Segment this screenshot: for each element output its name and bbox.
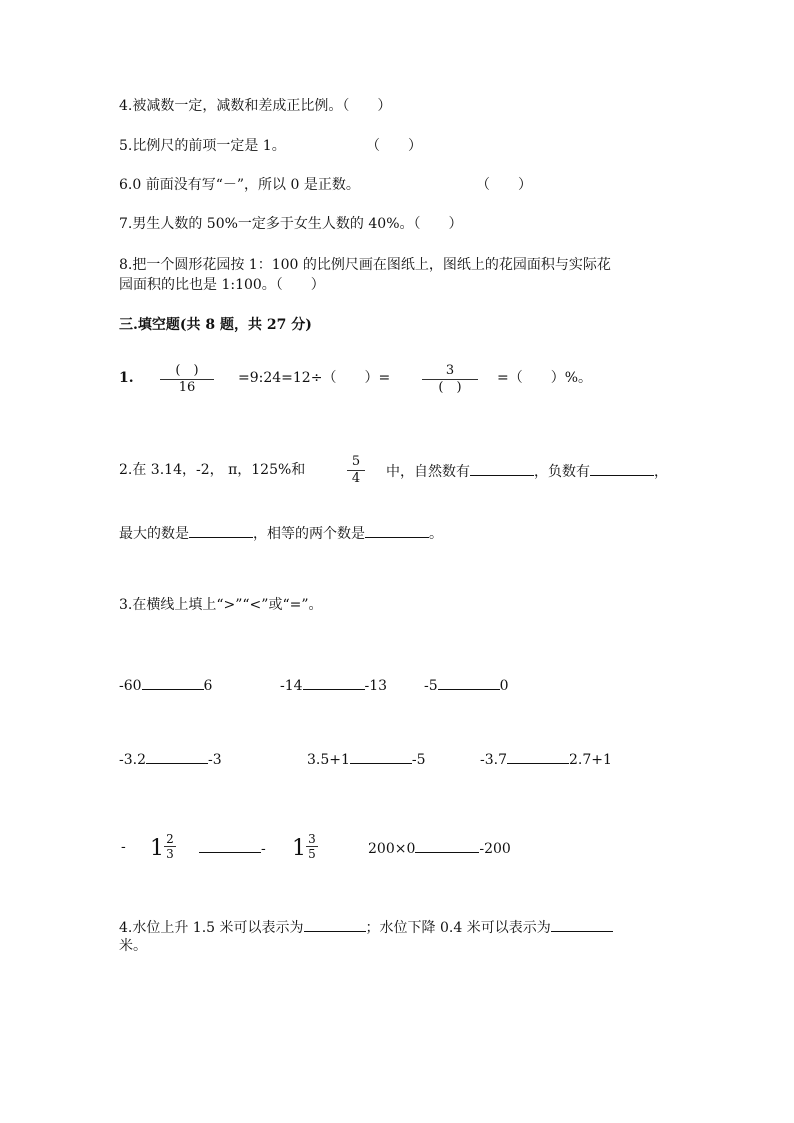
compare-blank[interactable] bbox=[350, 749, 412, 764]
compare-left: -3.2 bbox=[119, 752, 146, 768]
mixed-fraction bbox=[164, 832, 176, 861]
q2-comma: ， bbox=[654, 464, 668, 480]
q2-fraction bbox=[347, 454, 365, 487]
q3-compare-2 bbox=[280, 675, 387, 695]
compare-blank[interactable] bbox=[438, 675, 500, 690]
q1-fraction-2-denominator: ( ) bbox=[438, 380, 462, 395]
mixed-whole: 1 bbox=[150, 836, 164, 861]
q2-largest-label: 最大的数是 bbox=[119, 526, 189, 542]
tf-question-8-line1: 8.把一个圆形花园按 1：100 的比例尺画在图纸上，图纸上的花园面积与实际花 bbox=[119, 257, 611, 273]
q4-water-level-line1 bbox=[119, 917, 613, 937]
mixed-numerator: 2 bbox=[166, 832, 174, 846]
compare-right: 6 bbox=[203, 678, 213, 694]
q4-rise-blank[interactable] bbox=[304, 917, 366, 932]
q2-negative-label: ，负数有 bbox=[534, 464, 590, 480]
compare-left: -5 bbox=[424, 678, 438, 694]
section-title-fill-in: 三.填空题(共 8 题，共 27 分) bbox=[119, 317, 312, 333]
compare-blank[interactable] bbox=[199, 838, 261, 853]
q3-minus-sign-2: - bbox=[261, 841, 266, 857]
compare-blank[interactable] bbox=[507, 749, 569, 764]
q2-negative-numbers-blank[interactable] bbox=[590, 461, 654, 476]
tf-question-7: 7.男生人数的 50%一定多于女生人数的 40%。（ ） bbox=[119, 216, 463, 232]
mixed-denominator: 5 bbox=[308, 847, 316, 861]
q2-line1 bbox=[386, 461, 668, 481]
q1-fraction-2 bbox=[422, 363, 478, 396]
q3-compare-6 bbox=[480, 749, 612, 769]
compare-left: -14 bbox=[280, 678, 303, 694]
q4-fall-label: ；水位下降 0.4 米可以表示为 bbox=[365, 920, 551, 936]
q2-fraction-numerator: 5 bbox=[351, 454, 361, 469]
compare-right: 0 bbox=[499, 678, 509, 694]
q3-compare-8 bbox=[368, 838, 511, 858]
tf-question-5-answer-paren: （ ） bbox=[366, 138, 422, 154]
q1-fraction-1 bbox=[160, 363, 214, 396]
q1-fraction-1-denominator: 16 bbox=[178, 380, 196, 395]
tf-question-6: 6.0 前面没有写“－”，所以 0 是正数。 bbox=[119, 177, 360, 193]
q2-line2 bbox=[119, 523, 443, 543]
mixed-numerator: 3 bbox=[308, 832, 316, 846]
tf-question-8-line2: 园面积的比也是 1:100。（ ） bbox=[119, 277, 325, 293]
q3-compare-3 bbox=[424, 675, 509, 695]
q3-compare-4 bbox=[119, 749, 222, 769]
q2-prefix: 2.在 3.14，-2， π，125%和 bbox=[119, 462, 306, 478]
compare-left: -3.7 bbox=[480, 752, 507, 768]
q2-natural-numbers-blank[interactable] bbox=[470, 461, 534, 476]
tf-question-4: 4.被减数一定，减数和差成正比例。（ ） bbox=[119, 98, 392, 114]
q3-mixed-number-2 bbox=[292, 832, 322, 868]
compare-left: 200×0 bbox=[368, 841, 416, 857]
compare-right: -200 bbox=[479, 841, 511, 857]
q3-title: 3.在横线上填上“>”“<”或“=”。 bbox=[119, 597, 323, 613]
q1-equation-tail: =（ ）%。 bbox=[497, 370, 593, 386]
compare-right: 2.7+1 bbox=[569, 752, 612, 768]
q3-minus-sign-1: - bbox=[121, 839, 126, 855]
q2-period: 。 bbox=[429, 526, 443, 542]
compare-blank[interactable] bbox=[142, 675, 204, 690]
compare-left: -60 bbox=[119, 678, 142, 694]
q3-compare-1 bbox=[119, 675, 212, 695]
q1-number: 1. bbox=[119, 370, 134, 386]
compare-right: -5 bbox=[411, 752, 426, 768]
tf-question-5: 5.比例尺的前项一定是 1。 bbox=[119, 138, 286, 154]
compare-right: -13 bbox=[364, 678, 388, 694]
compare-left: 3.5+1 bbox=[307, 752, 350, 768]
q2-fraction-denominator: 4 bbox=[351, 471, 361, 486]
compare-blank[interactable] bbox=[146, 749, 208, 764]
q3-compare-5 bbox=[307, 749, 426, 769]
compare-blank[interactable] bbox=[303, 675, 365, 690]
mixed-denominator: 3 bbox=[166, 847, 174, 861]
q3-compare-7 bbox=[199, 838, 266, 858]
compare-right: -3 bbox=[208, 752, 222, 768]
q2-equal-numbers-blank[interactable] bbox=[365, 523, 429, 538]
q1-fraction-2-numerator: 3 bbox=[445, 363, 455, 378]
q2-equal-label: ，相等的两个数是 bbox=[253, 526, 365, 542]
q1-fraction-1-numerator: ( ) bbox=[175, 363, 199, 378]
compare-blank[interactable] bbox=[415, 838, 479, 853]
q2-largest-blank[interactable] bbox=[189, 523, 253, 538]
mixed-fraction bbox=[306, 832, 318, 861]
q4-rise-label: 4.水位上升 1.5 米可以表示为 bbox=[119, 920, 304, 936]
q3-mixed-number-1 bbox=[150, 832, 180, 868]
mixed-whole: 1 bbox=[292, 836, 306, 861]
q4-fall-blank[interactable] bbox=[551, 917, 613, 932]
tf-question-6-answer-paren: （ ） bbox=[476, 177, 532, 193]
q2-natural-label: 中，自然数有 bbox=[386, 464, 470, 480]
q4-water-level-line2: 米。 bbox=[119, 938, 147, 954]
q1-equation-middle: =9:24=12÷（ ）= bbox=[238, 370, 391, 386]
